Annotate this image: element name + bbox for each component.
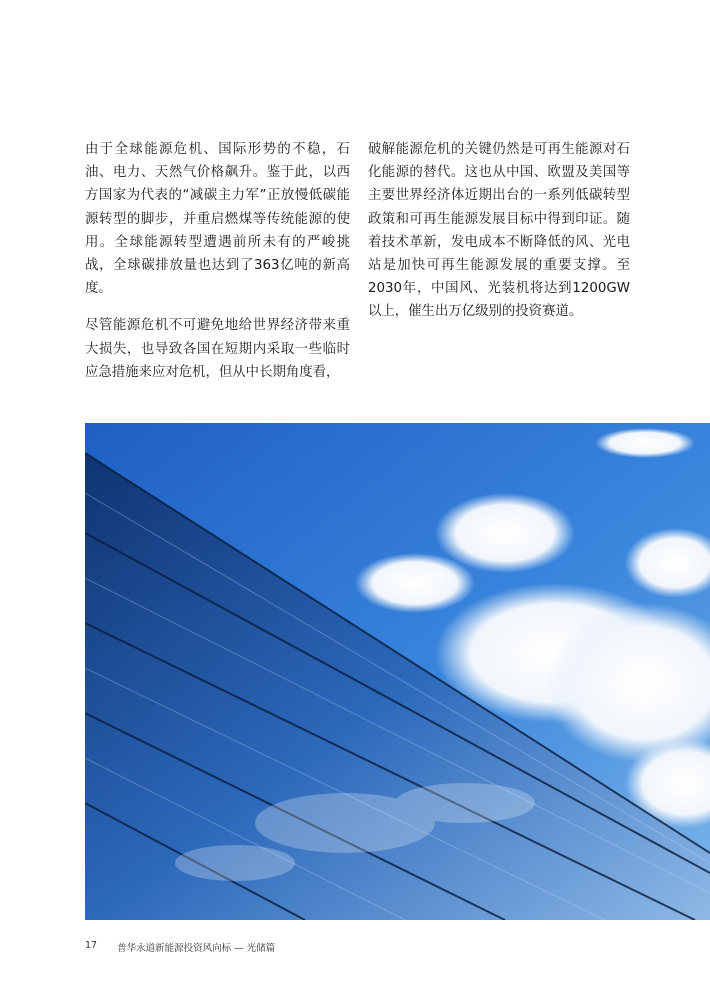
paragraph: 破解能源危机的关键仍然是可再生能源对石化能源的替代。这也从中国、欧盟及美国等主要世界经济体近期出台的一系列低碳转型政策和可再生能源发展目标中得到印证。随着技术革新，发电成本不断降低的风、光电站是加快可再生能源发展的重要支撑。至2030年，中国风、光装机将达到1200GW以上，催生出万亿级别的投资赛道。 bbox=[368, 142, 630, 320]
page-footer bbox=[85, 940, 275, 954]
left-text-column bbox=[85, 138, 350, 398]
solar-panels-photo bbox=[85, 423, 710, 920]
publication-title: 普华永道新能源投资风向标 — 光储篇 bbox=[117, 943, 276, 954]
page-number: 17 bbox=[85, 940, 98, 951]
paragraph: 由于全球能源危机、国际形势的不稳，石油、电力、天然气价格飙升。鉴于此，以西方国家为代表的“减碳主力军”正放慢低碳能源转型的脚步，并重启燃煤等传统能源的使用。全球能源转型遭遇前所未有的严峻挑战，全球碳排放量也达到了363亿吨的新高度。 bbox=[85, 142, 350, 297]
paragraph: 尽管能源危机不可避免地给世界经济带来重大损失，也导致各国在短期内采取一些临时应急措施来应对危机，但从中长期角度看， bbox=[85, 318, 350, 380]
right-text-column bbox=[368, 138, 630, 338]
